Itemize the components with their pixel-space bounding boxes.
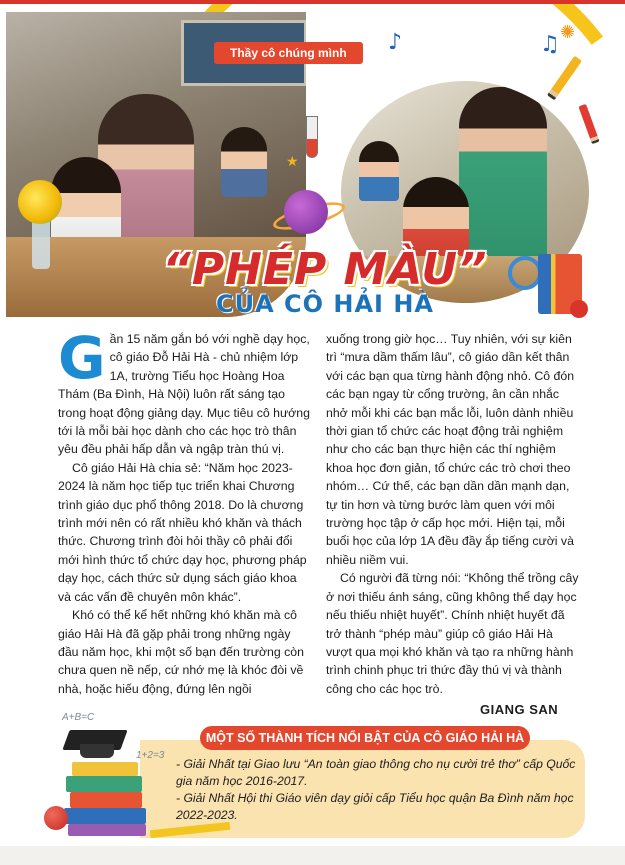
book xyxy=(64,808,146,824)
article-paragraph: xuống trong giờ học… Tuy nhiên, với sự kiên trì “mưa dầm thấm lâu”, cô giáo dần kết thân với các bạn qua từng hành động nhỏ. Cô đón các bạn ngay từ cổng trường, ân cần nhắc nhở mỗi khi các bạn mắc lỗi, luôn dành nhiều thời gian tổ chức các hoạt động trải nghiệm như cho các bạn thực hiện các thí nghiệm khoa học đơn giản, tổ chức các trò chơi theo nhóm… Cứ thế, các bạn dần dần mạnh dạn, tự tin hơn và từng bước làm quen với môi trường học tập ở cấp học mới. Hiện tại, mỗi buổi học của lớp 1A đều đầy ắp tiếng cười và nhiều niềm vui. xyxy=(326,332,575,567)
paragraph-text: ần 15 năm gắn bó với nghề dạy học, cô giáo Đỗ Hải Hà - chủ nhiệm lớp 1A, trường Tiểu học Hoàng Hoa Thám (Ba Đình, Hà Nội) luôn rất sáng tạo trong hoạt động giảng dạy. Mục tiêu cô hướng tới là mỗi bài học dành cho các học trò thân yêu đều phải hấp dẫn và ngập tràn thú vị. xyxy=(58,332,310,457)
article-column-left xyxy=(58,324,311,698)
author-byline: GIANG SAN xyxy=(480,702,559,717)
book xyxy=(68,824,146,836)
section-tag: Thầy cô chúng mình xyxy=(214,42,363,64)
atom-icon: ✺ xyxy=(560,22,576,43)
music-note-icon: ♪ xyxy=(388,30,403,55)
math-doodle: 1+2=3 xyxy=(136,750,165,761)
article-subtitle: CỦA CÔ HẢI HÀ xyxy=(215,290,434,318)
achievement-item: - Giải Nhất Hội thi Giáo viên dạy giỏi cấp Tiểu học quận Ba Đình năm học 2022-2023. xyxy=(176,791,574,822)
photo-student-background xyxy=(359,141,399,201)
magnifier-icon xyxy=(508,256,542,290)
graduation-cap-base xyxy=(80,744,114,758)
article-title: “PHÉP MÀU” xyxy=(162,244,488,295)
formula-doodle: A+B=C xyxy=(62,712,95,723)
star-icon: ★ xyxy=(286,154,299,170)
article-paragraph: Khó có thể kể hết những khó khăn mà cô giáo Hải Hà đã gặp phải trong những ngày đầu năm học, khi một số bạn đến trường còn chưa quen nề nếp, cứ nhớ mẹ là khóc đòi về nhà, hoặc hiếu động, đứng lên ngồi xyxy=(58,608,304,696)
apple-icon xyxy=(44,806,68,830)
article-paragraph xyxy=(58,324,311,459)
planet-icon xyxy=(284,190,328,234)
drop-cap: G xyxy=(58,324,106,392)
book xyxy=(66,776,142,792)
flower-vase xyxy=(32,217,50,269)
page-bottom-margin xyxy=(0,846,625,865)
achievements-list xyxy=(176,756,576,824)
achievements-title: MỘT SỐ THÀNH TÍCH NỔI BẬT CỦA CÔ GIÁO HẢI HÀ xyxy=(200,726,530,750)
book xyxy=(70,792,142,808)
flowers xyxy=(18,180,62,224)
article-column-right xyxy=(326,330,579,698)
apple-icon xyxy=(570,300,588,318)
music-note-icon: ♫ xyxy=(540,32,560,57)
article-paragraph: Có người đã từng nói: “Không thể trồng cây ở nơi thiếu ánh sáng, cũng không thể dạy học nếu thiếu nhiệt huyết”. Chính nhiệt huyết đã trở thành “phép màu” giúp cô giáo Hải Hà vượt qua mọi khó khăn và tạo ra những hành trình chinh phục tri thức đầy thú vị và thành công cho các học trò. xyxy=(326,571,579,696)
article-paragraph: Cô giáo Hải Hà chia sẻ: “Năm học 2023-2024 là năm học tiếp tục triển khai Chương trình giáo dục phổ thông 2018. Do là chương trình mới nên có rất nhiều khó khăn và thách thức. Chương trình đòi hỏi thầy cô phải đổi mới hình thức tổ chức dạy học, phương pháp dạy học, cách thức sử dụng sách giáo khoa và các vấn đề chuyên môn khác”. xyxy=(58,460,307,604)
photo-student-background xyxy=(221,127,267,197)
achievement-item: - Giải Nhất tại Giao lưu “An toàn giao thông cho nụ cười trẻ thơ” cấp Quốc gia năm học 2016-2017. xyxy=(176,757,576,788)
test-tube-icon xyxy=(306,116,318,158)
book-stack-icon xyxy=(64,748,146,836)
book xyxy=(72,762,138,776)
article-body xyxy=(58,324,588,700)
